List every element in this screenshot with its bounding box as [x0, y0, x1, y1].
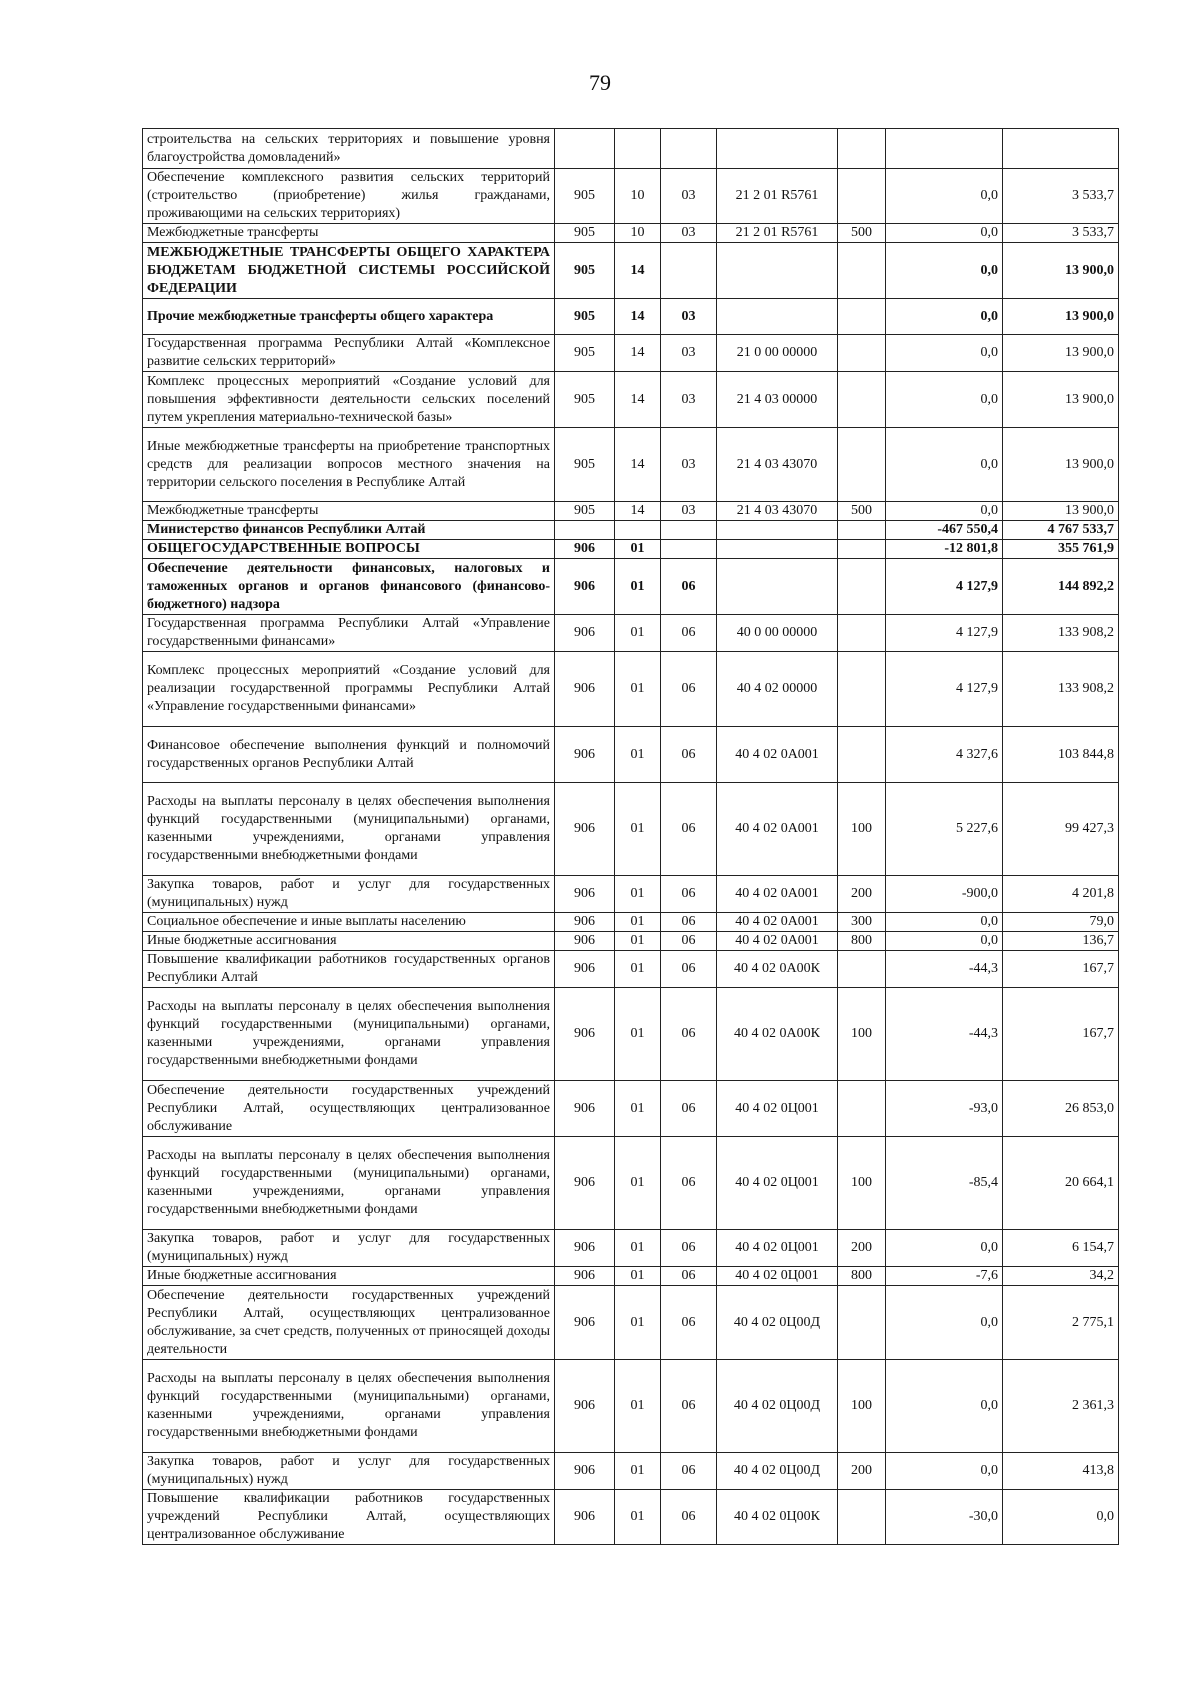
expense-type-code: 100 — [838, 783, 886, 876]
subsection-code: 03 — [661, 502, 717, 521]
section-code: 01 — [615, 932, 661, 951]
ministry-code: 906 — [555, 1490, 615, 1545]
expense-type-code — [838, 129, 886, 169]
subsection-code: 06 — [661, 876, 717, 913]
target-article-code: 40 4 02 00000 — [717, 652, 838, 727]
subsection-code: 06 — [661, 727, 717, 783]
target-article-code: 40 0 00 00000 — [717, 615, 838, 652]
table-row — [143, 615, 1119, 652]
expense-type-code — [838, 1286, 886, 1360]
ministry-code: 906 — [555, 1453, 615, 1490]
ministry-code: 906 — [555, 727, 615, 783]
amount-change: -900,0 — [886, 876, 1003, 913]
amount-total: 34,2 — [1003, 1267, 1119, 1286]
row-description: Межбюджетные трансферты — [143, 224, 555, 243]
section-code: 01 — [615, 913, 661, 932]
section-code: 01 — [615, 1230, 661, 1267]
row-description: Повышение квалификации работников государственных органов Республики Алтай — [143, 951, 555, 988]
row-description: Социальное обеспечение и иные выплаты населению — [143, 913, 555, 932]
table-row — [143, 169, 1119, 224]
table-row — [143, 224, 1119, 243]
target-article-code: 40 4 02 0Ц001 — [717, 1137, 838, 1230]
expense-type-code — [838, 243, 886, 299]
expense-type-code: 500 — [838, 224, 886, 243]
amount-total: 2 775,1 — [1003, 1286, 1119, 1360]
amount-change: 0,0 — [886, 372, 1003, 428]
ministry-code: 906 — [555, 1081, 615, 1137]
amount-total: 3 533,7 — [1003, 169, 1119, 224]
amount-change: 0,0 — [886, 224, 1003, 243]
table-row — [143, 243, 1119, 299]
amount-change: 4 127,9 — [886, 652, 1003, 727]
subsection-code: 03 — [661, 224, 717, 243]
row-description: Закупка товаров, работ и услуг для государственных (муниципальных) нужд — [143, 1453, 555, 1490]
amount-total: 13 900,0 — [1003, 372, 1119, 428]
table-row — [143, 521, 1119, 540]
amount-change: 5 227,6 — [886, 783, 1003, 876]
table-row — [143, 727, 1119, 783]
ministry-code: 906 — [555, 540, 615, 559]
amount-total: 13 900,0 — [1003, 428, 1119, 502]
table-row — [143, 372, 1119, 428]
subsection-code: 06 — [661, 559, 717, 615]
amount-change: 0,0 — [886, 299, 1003, 335]
amount-total: 4 201,8 — [1003, 876, 1119, 913]
amount-total: 167,7 — [1003, 988, 1119, 1081]
amount-total: 103 844,8 — [1003, 727, 1119, 783]
table-row — [143, 1137, 1119, 1230]
amount-change: -7,6 — [886, 1267, 1003, 1286]
subsection-code: 06 — [661, 1081, 717, 1137]
subsection-code: 06 — [661, 615, 717, 652]
target-article-code: 40 4 02 0А00К — [717, 951, 838, 988]
subsection-code: 06 — [661, 1453, 717, 1490]
row-description: Расходы на выплаты персоналу в целях обеспечения выполнения функций государственными (муниципальными) органами, казенными учреждениями, органами управления государственными внебюджетными фондами — [143, 988, 555, 1081]
budget-table — [142, 128, 1119, 1545]
table-row — [143, 988, 1119, 1081]
amount-change: 0,0 — [886, 335, 1003, 372]
table-row — [143, 951, 1119, 988]
ministry-code: 906 — [555, 652, 615, 727]
section-code: 01 — [615, 1360, 661, 1453]
section-code: 01 — [615, 1267, 661, 1286]
amount-total: 26 853,0 — [1003, 1081, 1119, 1137]
target-article-code: 40 4 02 0Ц001 — [717, 1081, 838, 1137]
row-description: Иные межбюджетные трансферты на приобретение транспортных средств для реализации вопросов местного значения на территории сельского поселения в Республике Алтай — [143, 428, 555, 502]
target-article-code: 40 4 02 0А001 — [717, 783, 838, 876]
amount-total: 6 154,7 — [1003, 1230, 1119, 1267]
target-article-code: 40 4 02 0Ц00Д — [717, 1360, 838, 1453]
target-article-code: 21 4 03 43070 — [717, 428, 838, 502]
target-article-code: 40 4 02 0Ц001 — [717, 1267, 838, 1286]
row-description: Министерство финансов Республики Алтай — [143, 521, 555, 540]
section-code: 01 — [615, 1490, 661, 1545]
amount-total: 13 900,0 — [1003, 299, 1119, 335]
subsection-code: 03 — [661, 428, 717, 502]
section-code: 14 — [615, 502, 661, 521]
table-row — [143, 1360, 1119, 1453]
page-number: 79 — [589, 70, 611, 95]
subsection-code: 06 — [661, 783, 717, 876]
table-row — [143, 876, 1119, 913]
amount-change: 4 127,9 — [886, 615, 1003, 652]
ministry-code: 906 — [555, 913, 615, 932]
table-row — [143, 502, 1119, 521]
amount-change: -44,3 — [886, 988, 1003, 1081]
table-row — [143, 299, 1119, 335]
expense-type-code: 300 — [838, 913, 886, 932]
table-row — [143, 1453, 1119, 1490]
amount-total: 13 900,0 — [1003, 335, 1119, 372]
subsection-code: 06 — [661, 1267, 717, 1286]
expense-type-code — [838, 951, 886, 988]
subsection-code: 06 — [661, 1230, 717, 1267]
ministry-code — [555, 129, 615, 169]
expense-type-code — [838, 521, 886, 540]
amount-total: 167,7 — [1003, 951, 1119, 988]
amount-change: 0,0 — [886, 1230, 1003, 1267]
row-description: Расходы на выплаты персоналу в целях обеспечения выполнения функций государственными (муниципальными) органами, казенными учреждениями, органами управления государственными внебюджетными фондами — [143, 1137, 555, 1230]
amount-change: 4 127,9 — [886, 559, 1003, 615]
section-code: 10 — [615, 169, 661, 224]
ministry-code: 906 — [555, 615, 615, 652]
subsection-code: 06 — [661, 1286, 717, 1360]
table-row — [143, 559, 1119, 615]
ministry-code: 905 — [555, 224, 615, 243]
ministry-code: 905 — [555, 243, 615, 299]
section-code: 01 — [615, 1453, 661, 1490]
amount-total: 79,0 — [1003, 913, 1119, 932]
target-article-code: 40 4 02 0Ц00Д — [717, 1286, 838, 1360]
row-description: Обеспечение деятельности государственных учреждений Республики Алтай, осуществляющих централизованное обслуживание, за счет средств, полученных от приносящей доходы деятельности — [143, 1286, 555, 1360]
ministry-code: 906 — [555, 932, 615, 951]
section-code: 01 — [615, 1081, 661, 1137]
amount-change: 4 327,6 — [886, 727, 1003, 783]
amount-total: 2 361,3 — [1003, 1360, 1119, 1453]
target-article-code: 40 4 02 0А001 — [717, 876, 838, 913]
row-description: Обеспечение комплексного развития сельских территорий (строительство (приобретение) жилья гражданами, проживающими на сельских территориях) — [143, 169, 555, 224]
section-code: 01 — [615, 1137, 661, 1230]
amount-change: 0,0 — [886, 1286, 1003, 1360]
target-article-code: 21 0 00 00000 — [717, 335, 838, 372]
amount-change: 0,0 — [886, 428, 1003, 502]
amount-change: -12 801,8 — [886, 540, 1003, 559]
expense-type-code: 100 — [838, 1137, 886, 1230]
ministry-code: 906 — [555, 1360, 615, 1453]
target-article-code: 40 4 02 0А001 — [717, 932, 838, 951]
amount-total: 0,0 — [1003, 1490, 1119, 1545]
amount-total: 144 892,2 — [1003, 559, 1119, 615]
target-article-code — [717, 540, 838, 559]
section-code: 14 — [615, 428, 661, 502]
amount-total: 13 900,0 — [1003, 502, 1119, 521]
target-article-code — [717, 521, 838, 540]
ministry-code: 905 — [555, 335, 615, 372]
row-description: Государственная программа Республики Алтай «Управление государственными финансами» — [143, 615, 555, 652]
subsection-code: 06 — [661, 932, 717, 951]
target-article-code: 21 2 01 R5761 — [717, 224, 838, 243]
ministry-code — [555, 521, 615, 540]
expense-type-code — [838, 540, 886, 559]
table-row — [143, 540, 1119, 559]
amount-change: 0,0 — [886, 1453, 1003, 1490]
row-description: Обеспечение деятельности финансовых, налоговых и таможенных органов и органов финансового (финансово-бюджетного) надзора — [143, 559, 555, 615]
subsection-code: 06 — [661, 1490, 717, 1545]
ministry-code: 905 — [555, 169, 615, 224]
amount-change: 0,0 — [886, 913, 1003, 932]
subsection-code: 06 — [661, 1137, 717, 1230]
amount-change: -467 550,4 — [886, 521, 1003, 540]
table-row — [143, 1267, 1119, 1286]
expense-type-code — [838, 727, 886, 783]
row-description: Расходы на выплаты персоналу в целях обеспечения выполнения функций государственными (муниципальными) органами, казенными учреждениями, органами управления государственными внебюджетными фондами — [143, 1360, 555, 1453]
row-description: Повышение квалификации работников государственных учреждений Республики Алтай, осуществляющих централизованное обслуживание — [143, 1490, 555, 1545]
ministry-code: 905 — [555, 502, 615, 521]
target-article-code: 40 4 02 0А001 — [717, 727, 838, 783]
amount-change: 0,0 — [886, 243, 1003, 299]
row-description: Финансовое обеспечение выполнения функций и полномочий государственных органов Республики Алтай — [143, 727, 555, 783]
section-code — [615, 129, 661, 169]
expense-type-code: 200 — [838, 1453, 886, 1490]
amount-change: 0,0 — [886, 502, 1003, 521]
row-description: Закупка товаров, работ и услуг для государственных (муниципальных) нужд — [143, 876, 555, 913]
ministry-code: 906 — [555, 1230, 615, 1267]
amount-change — [886, 129, 1003, 169]
target-article-code: 40 4 02 0Ц00Д — [717, 1453, 838, 1490]
subsection-code — [661, 243, 717, 299]
amount-change: -93,0 — [886, 1081, 1003, 1137]
row-description: Закупка товаров, работ и услуг для государственных (муниципальных) нужд — [143, 1230, 555, 1267]
subsection-code: 06 — [661, 951, 717, 988]
row-description: Межбюджетные трансферты — [143, 502, 555, 521]
section-code: 14 — [615, 372, 661, 428]
subsection-code: 03 — [661, 299, 717, 335]
row-description: ОБЩЕГОСУДАРСТВЕННЫЕ ВОПРОСЫ — [143, 540, 555, 559]
section-code: 01 — [615, 652, 661, 727]
expense-type-code — [838, 335, 886, 372]
row-description: Иные бюджетные ассигнования — [143, 932, 555, 951]
subsection-code: 06 — [661, 1360, 717, 1453]
ministry-code: 906 — [555, 1286, 615, 1360]
amount-total: 13 900,0 — [1003, 243, 1119, 299]
row-description: Иные бюджетные ассигнования — [143, 1267, 555, 1286]
ministry-code: 906 — [555, 1137, 615, 1230]
table-row — [143, 913, 1119, 932]
row-description: Государственная программа Республики Алтай «Комплексное развитие сельских территорий» — [143, 335, 555, 372]
expense-type-code: 800 — [838, 1267, 886, 1286]
amount-change: -44,3 — [886, 951, 1003, 988]
section-code: 14 — [615, 243, 661, 299]
table-row — [143, 1230, 1119, 1267]
table-row — [143, 1081, 1119, 1137]
ministry-code: 906 — [555, 1267, 615, 1286]
amount-total: 133 908,2 — [1003, 615, 1119, 652]
subsection-code: 06 — [661, 988, 717, 1081]
subsection-code — [661, 521, 717, 540]
amount-total: 99 427,3 — [1003, 783, 1119, 876]
subsection-code: 03 — [661, 169, 717, 224]
target-article-code — [717, 299, 838, 335]
ministry-code: 906 — [555, 559, 615, 615]
amount-change: -85,4 — [886, 1137, 1003, 1230]
amount-change: 0,0 — [886, 932, 1003, 951]
table-row — [143, 428, 1119, 502]
target-article-code: 21 4 03 43070 — [717, 502, 838, 521]
section-code: 01 — [615, 951, 661, 988]
amount-change: 0,0 — [886, 1360, 1003, 1453]
section-code: 14 — [615, 299, 661, 335]
ministry-code: 906 — [555, 951, 615, 988]
section-code — [615, 521, 661, 540]
section-code: 01 — [615, 783, 661, 876]
budget-table-body — [143, 129, 1119, 1545]
target-article-code: 40 4 02 0А00К — [717, 988, 838, 1081]
row-description: Расходы на выплаты персоналу в целях обеспечения выполнения функций государственными (муниципальными) органами, казенными учреждениями, органами управления государственными внебюджетными фондами — [143, 783, 555, 876]
section-code: 01 — [615, 727, 661, 783]
expense-type-code — [838, 615, 886, 652]
subsection-code — [661, 129, 717, 169]
row-description: строительства на сельских территориях и повышение уровня благоустройства домовладений» — [143, 129, 555, 169]
expense-type-code — [838, 299, 886, 335]
expense-type-code: 100 — [838, 988, 886, 1081]
amount-total: 3 533,7 — [1003, 224, 1119, 243]
section-code: 01 — [615, 615, 661, 652]
subsection-code: 06 — [661, 913, 717, 932]
table-row — [143, 932, 1119, 951]
section-code: 01 — [615, 988, 661, 1081]
expense-type-code — [838, 1490, 886, 1545]
amount-total: 20 664,1 — [1003, 1137, 1119, 1230]
expense-type-code — [838, 428, 886, 502]
expense-type-code — [838, 1081, 886, 1137]
subsection-code: 06 — [661, 652, 717, 727]
section-code: 01 — [615, 876, 661, 913]
row-description: Обеспечение деятельности государственных учреждений Республики Алтай, осуществляющих централизованное обслуживание — [143, 1081, 555, 1137]
target-article-code — [717, 243, 838, 299]
amount-total — [1003, 129, 1119, 169]
table-row — [143, 129, 1119, 169]
expense-type-code — [838, 559, 886, 615]
table-row — [143, 1286, 1119, 1360]
expense-type-code — [838, 169, 886, 224]
ministry-code: 905 — [555, 299, 615, 335]
ministry-code: 906 — [555, 783, 615, 876]
amount-change: -30,0 — [886, 1490, 1003, 1545]
amount-total: 133 908,2 — [1003, 652, 1119, 727]
target-article-code: 40 4 02 0Ц00К — [717, 1490, 838, 1545]
section-code: 10 — [615, 224, 661, 243]
expense-type-code: 200 — [838, 1230, 886, 1267]
section-code: 01 — [615, 559, 661, 615]
row-description: Комплекс процессных мероприятий «Создание условий для повышения эффективности деятельности сельских поселений путем укрепления материально-технической базы» — [143, 372, 555, 428]
amount-total: 4 767 533,7 — [1003, 521, 1119, 540]
expense-type-code — [838, 652, 886, 727]
amount-total: 413,8 — [1003, 1453, 1119, 1490]
ministry-code: 906 — [555, 876, 615, 913]
table-row — [143, 783, 1119, 876]
row-description: Прочие межбюджетные трансферты общего характера — [143, 299, 555, 335]
amount-change: 0,0 — [886, 169, 1003, 224]
subsection-code: 03 — [661, 335, 717, 372]
table-row — [143, 652, 1119, 727]
ministry-code: 905 — [555, 372, 615, 428]
amount-total: 355 761,9 — [1003, 540, 1119, 559]
table-row — [143, 335, 1119, 372]
subsection-code — [661, 540, 717, 559]
expense-type-code: 500 — [838, 502, 886, 521]
section-code: 14 — [615, 335, 661, 372]
target-article-code: 21 4 03 00000 — [717, 372, 838, 428]
target-article-code — [717, 559, 838, 615]
row-description: Комплекс процессных мероприятий «Создание условий для реализации государственной программы Республики Алтай «Управление государственными финансами» — [143, 652, 555, 727]
ministry-code: 906 — [555, 988, 615, 1081]
row-description: МЕЖБЮДЖЕТНЫЕ ТРАНСФЕРТЫ ОБЩЕГО ХАРАКТЕРА БЮДЖЕТАМ БЮДЖЕТНОЙ СИСТЕМЫ РОССИЙСКОЙ ФЕДЕРАЦИИ — [143, 243, 555, 299]
table-row — [143, 1490, 1119, 1545]
section-code: 01 — [615, 540, 661, 559]
expense-type-code: 200 — [838, 876, 886, 913]
ministry-code: 905 — [555, 428, 615, 502]
amount-total: 136,7 — [1003, 932, 1119, 951]
target-article-code — [717, 129, 838, 169]
target-article-code: 21 2 01 R5761 — [717, 169, 838, 224]
expense-type-code: 800 — [838, 932, 886, 951]
expense-type-code — [838, 372, 886, 428]
section-code: 01 — [615, 1286, 661, 1360]
expense-type-code: 100 — [838, 1360, 886, 1453]
target-article-code: 40 4 02 0Ц001 — [717, 1230, 838, 1267]
subsection-code: 03 — [661, 372, 717, 428]
target-article-code: 40 4 02 0А001 — [717, 913, 838, 932]
